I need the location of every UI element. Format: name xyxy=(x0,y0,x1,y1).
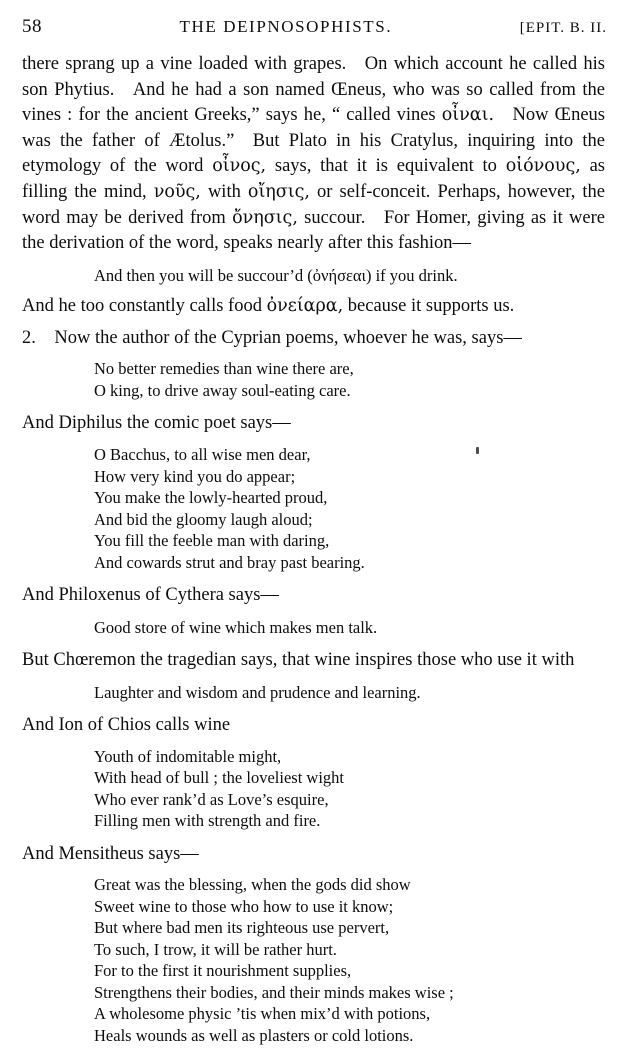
para1-text-b: Now Œneus was the father of Ætolus.” But Plato in his Cratylus, inquiring into the etymology of the word xyxy=(22,105,605,177)
verse-line: And bid the gloomy laugh aloud; xyxy=(94,509,313,529)
greek-word-oneiara: ὀνείαρα, xyxy=(266,296,344,317)
lead-in-ion: And Ion of Chios calls wine xyxy=(22,715,231,736)
para1-text-g: succour. For Homer, giving as it were the derivation of the word, speaks nearly after this fashion— xyxy=(22,207,605,254)
verse-line: Great was the blessing, when the gods did show xyxy=(94,875,411,895)
verse-line: Youth of indomitable might, xyxy=(94,746,282,766)
verse-block-mensitheus xyxy=(94,874,605,1046)
verse-line: Laughter and wisdom and prudence and learning. xyxy=(94,682,421,702)
verse-block-ion xyxy=(94,746,605,832)
greek-word-nous: νοῦς, xyxy=(153,181,201,202)
verse-line: And then you will be succour’d (ὀνήσεαι) if you drink. xyxy=(94,265,458,285)
greek-word-oiesis: οἴησις, xyxy=(247,181,310,202)
para1-text-a: there sprang up a vine loaded with grapes. On which account he called his son Phytius. And he had a son named Œneus, who was so called from the vines : for the ancient Greeks,” says he, “ called vines xyxy=(22,54,605,126)
verse-block-philoxenus xyxy=(94,617,605,639)
para1-text-f: or self-conceit. Perhaps, however, the word may be derived from xyxy=(22,181,606,228)
verse-block-diphilus xyxy=(94,444,605,573)
section-2-paragraph: 2. Now the author of the Cyprian poems, whoever he was, says— xyxy=(22,327,522,348)
lead-in-diphilus: And Diphilus the comic poet says— xyxy=(22,413,291,434)
page-header xyxy=(22,16,607,38)
para2-text-b: because it supports us. xyxy=(343,296,515,317)
verse-line: Good store of wine which makes men talk. xyxy=(94,617,378,637)
verse-line: Who ever rank’d as Love’s esquire, xyxy=(94,789,329,809)
verse-line: Strengthens their bodies, and their minds makes wise ; xyxy=(94,982,454,1002)
para1-text-d: as filling the mind, xyxy=(22,156,605,202)
page-body xyxy=(22,52,605,1053)
verse-line: With head of bull ; the loveliest wight xyxy=(94,768,344,788)
lead-in-philoxenus: And Philoxenus of Cythera says— xyxy=(22,585,279,606)
verse-line: O king, to drive away soul-eating care. xyxy=(94,380,351,400)
greek-word-oinai: οἶναι. xyxy=(441,105,495,126)
lead-in-mensitheus: And Mensitheus says— xyxy=(22,843,199,864)
verse-line: How very kind you do appear; xyxy=(94,466,296,486)
para1-text-e: with xyxy=(200,181,248,202)
verse-line: You make the lowly-hearted proud, xyxy=(94,488,328,508)
verse-line: No better remedies than wine there are, xyxy=(94,359,354,379)
verse-line: Sweet wine to those who how to use it know; xyxy=(94,896,394,916)
page-number: 58 xyxy=(22,16,42,37)
verse-block-choeremon xyxy=(94,682,605,704)
para1-text-c: says, that it is equivalent to xyxy=(266,156,506,177)
verse-line: O Bacchus, to all wise men dear, xyxy=(94,445,311,465)
para2-text-a: And he too constantly calls food xyxy=(22,296,267,317)
verse-line: You fill the feeble man with daring, xyxy=(94,531,330,551)
verse-line: But where bad men its righteous use pervert, xyxy=(94,918,390,938)
greek-word-oionous: οἱόνους, xyxy=(505,156,581,177)
signature-mark: [EPIT. B. II. xyxy=(519,20,607,36)
paragraph-oneiara xyxy=(22,294,605,320)
verse-line: And cowards strut and bray past bearing. xyxy=(94,552,365,572)
verse-line: For to the first it nourishment supplies, xyxy=(94,961,352,981)
verse-line: Heals wounds as well as plasters or cold lotions. xyxy=(94,1025,414,1045)
running-title: THE DEIPNOSOPHISTS. xyxy=(179,17,393,36)
verse-line: A wholesome physic ’tis when mix’d with potions, xyxy=(94,1004,431,1024)
verse-line: Filling men with strength and fire. xyxy=(94,811,321,831)
verse-block-cyprian xyxy=(94,358,605,401)
greek-word-oinos: οἶνος, xyxy=(212,156,267,177)
verse-line: To such, I trow, it will be rather hurt. xyxy=(94,939,337,959)
lead-in-choeremon: But Chœremon the tragedian says, that wine inspires those who use it with xyxy=(22,650,575,671)
paragraph-continuation xyxy=(22,52,605,257)
greek-word-onesis: ὄνησις, xyxy=(232,207,298,228)
verse-block-homer xyxy=(94,265,605,287)
page-blemish-mark xyxy=(476,447,479,454)
